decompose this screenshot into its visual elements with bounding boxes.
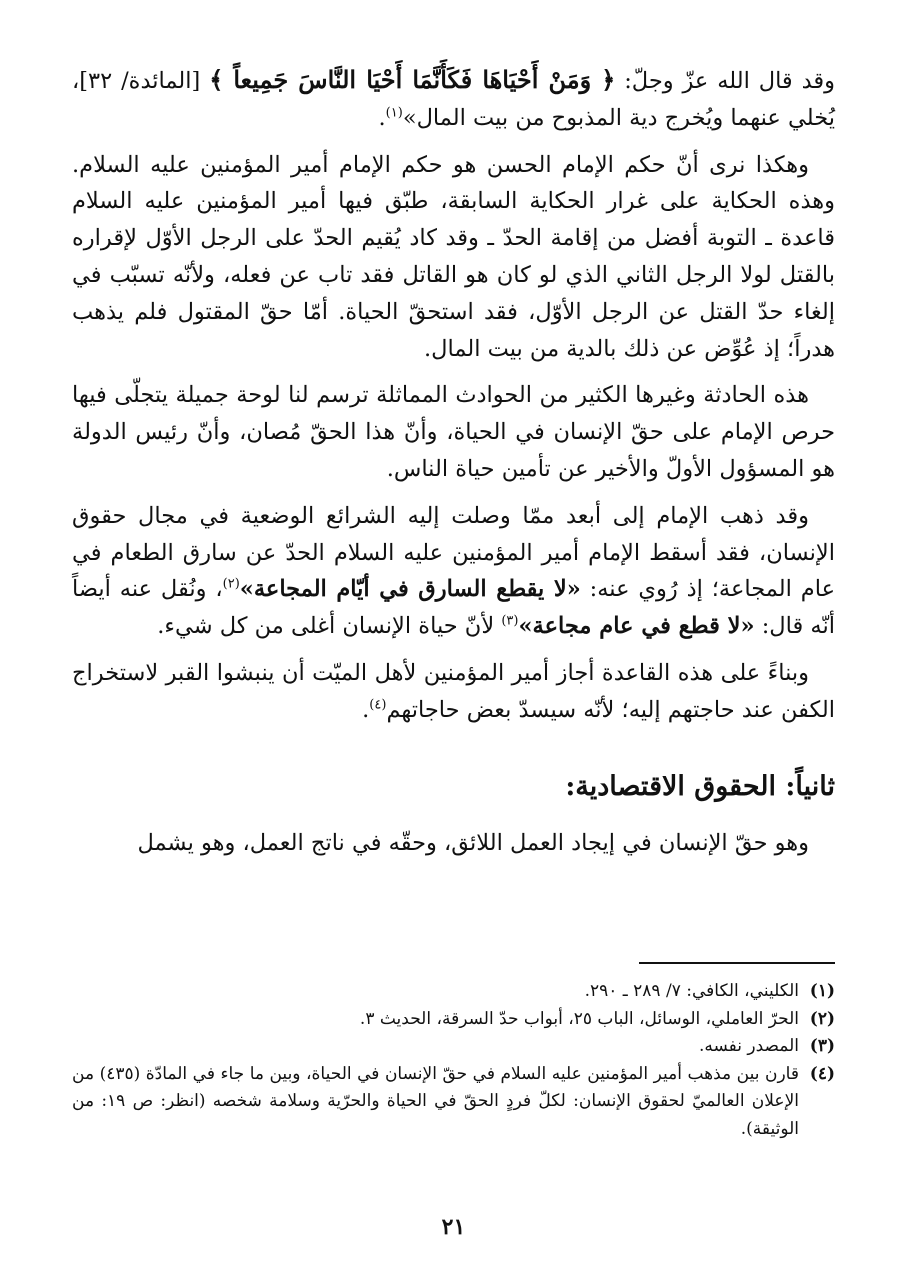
- para2-text: وهكذا نرى أنّ حكم الإمام الحسن هو حكم الإمام أمير المؤمنين عليه السلام. وهذه الحكاية على غرار الحكاية السابقة، طبّق فيها أمير المؤمنين عليه السلام قاعدة ـ التوبة أفضل من إقامة الحدّ ـ وقد كاد يُقيم الحدّ على الرجل الأوّل لإقراره بالقتل لولا الرجل الثاني الذي لو كان هو القاتل فقد تاب عن فعله، ولأنّه تسبّب في إلغاء حدّ القتل عن الرجل الأوّل، فقد استحقّ الحياة. أمّا حقّ المقتول فلم يذهب هدراً؛ إذ عُوِّض عن ذلك بالدية من بيت المال.: [72, 151, 835, 362]
- paragraph-imam-judgment: [72, 147, 835, 368]
- footnote-text: المصدر نفسه.: [698, 1036, 799, 1056]
- para1-intro: وقد قال الله عزّ وجلّ:: [615, 68, 835, 94]
- footnote-divider: [639, 962, 835, 964]
- footnote-number: (٤): [809, 1063, 835, 1084]
- para5-end: .: [362, 696, 370, 723]
- para3-text: هذه الحادثة وغيرها الكثير من الحوادث المماثلة ترسم لنا لوحة جميلة يتجلّى فيها حرص الإمام على حقّ الإنسان في الحياة، وأنّ هذا الحقّ مُصان، وأنّ رئيس الدولة هو المسؤول الأولّ والأخير عن تأمين حياة الناس.: [72, 382, 835, 482]
- footnotes: [72, 978, 835, 1143]
- quran-verse: ﴿ وَمَنْ أَحْيَاهَا فَكَأَنَّمَا أَحْيَا النَّاسَ جَمِيعاً ﴾: [209, 65, 616, 94]
- footnote-number: (١): [809, 981, 835, 1001]
- para4-end: لأنّ حياة الإنسان أغلى من كل شيء.: [157, 613, 502, 640]
- page-number: ٢١: [441, 1214, 466, 1240]
- footnote-ref-2[interactable]: (٢): [222, 576, 240, 592]
- paragraph-economic-rights: [72, 825, 835, 862]
- section-heading: ثانياً: الحقوق الاقتصادية:: [565, 770, 835, 802]
- footnote-3: [72, 1033, 835, 1061]
- para4-mid: ، ونُقل عنه أيضاً أنّه قال:: [72, 576, 835, 640]
- quote-no-cut-famine-year: «لا قطع في عام مجاعة»: [518, 613, 755, 640]
- paragraph-famine: [72, 498, 835, 645]
- paragraph-shroud: [72, 655, 835, 729]
- footnote-number: (٢): [809, 1008, 835, 1029]
- para1-body: [المائدة/ ٣٢]، يُخلي عنهما ويُخرج دية المذبوح من بيت المال»: [72, 68, 835, 131]
- footnote-ref-4[interactable]: (٤): [369, 697, 387, 713]
- footnote-2: [72, 1006, 835, 1034]
- para1-end: .: [378, 104, 386, 131]
- footnote-1: [72, 978, 835, 1006]
- footnote-text: الحرّ العاملي، الوسائل، الباب ٢٥، أبواب حدّ السرقة، الحديث ٣.: [359, 1008, 799, 1029]
- paragraph-incident: [72, 377, 835, 487]
- footnote-4: [72, 1061, 835, 1144]
- footnote-text: قارن بين مذهب أمير المؤمنين عليه السلام في حقّ الإنسان في الحياة، وبين ما جاء في المادّة (٤٣٥) من الإعلان العالميّ لحقوق الإنسان: لكلّ فردٍ الحقّ في الحياة والحرّية وسلامة شخصه (انظر: ص ١٩: من الوثيقة).: [72, 1063, 799, 1139]
- footnote-text: الكليني، الكافي: ٧/ ٢٨٩ ـ ٢٩٠.: [584, 981, 799, 1001]
- para4-intro: وقد ذهب الإمام إلى أبعد ممّا وصلت إليه الشرائع الوضعية في مجال حقوق الإنسان، فقد أسقط الإمام أمير المؤمنين عليه السلام الحدّ عن سارق الطعام في عام المجاعة؛ إذ رُوي عنه:: [72, 502, 835, 603]
- para5-text: وبناءً على هذه القاعدة أجاز أمير المؤمنين لأهل الميّت أن ينبشوا القبر لاستخراج الكفن عند حاجتهم إليه؛ لأنّه سيسدّ بعض حاجاتهم: [72, 659, 835, 723]
- footnote-ref-1[interactable]: (١): [385, 105, 403, 121]
- paragraph-quran: [72, 62, 835, 137]
- footnote-ref-3[interactable]: (٣): [501, 613, 519, 629]
- footnote-number: (٣): [809, 1036, 835, 1056]
- para6-text: وهو حقّ الإنسان في إيجاد العمل اللائق، وحقّه في ناتج العمل، وهو يشمل: [137, 829, 809, 856]
- page-body: [72, 62, 835, 871]
- quote-no-cut-famine-days: «لا يقطع السارق في أيّام المجاعة»: [239, 576, 581, 603]
